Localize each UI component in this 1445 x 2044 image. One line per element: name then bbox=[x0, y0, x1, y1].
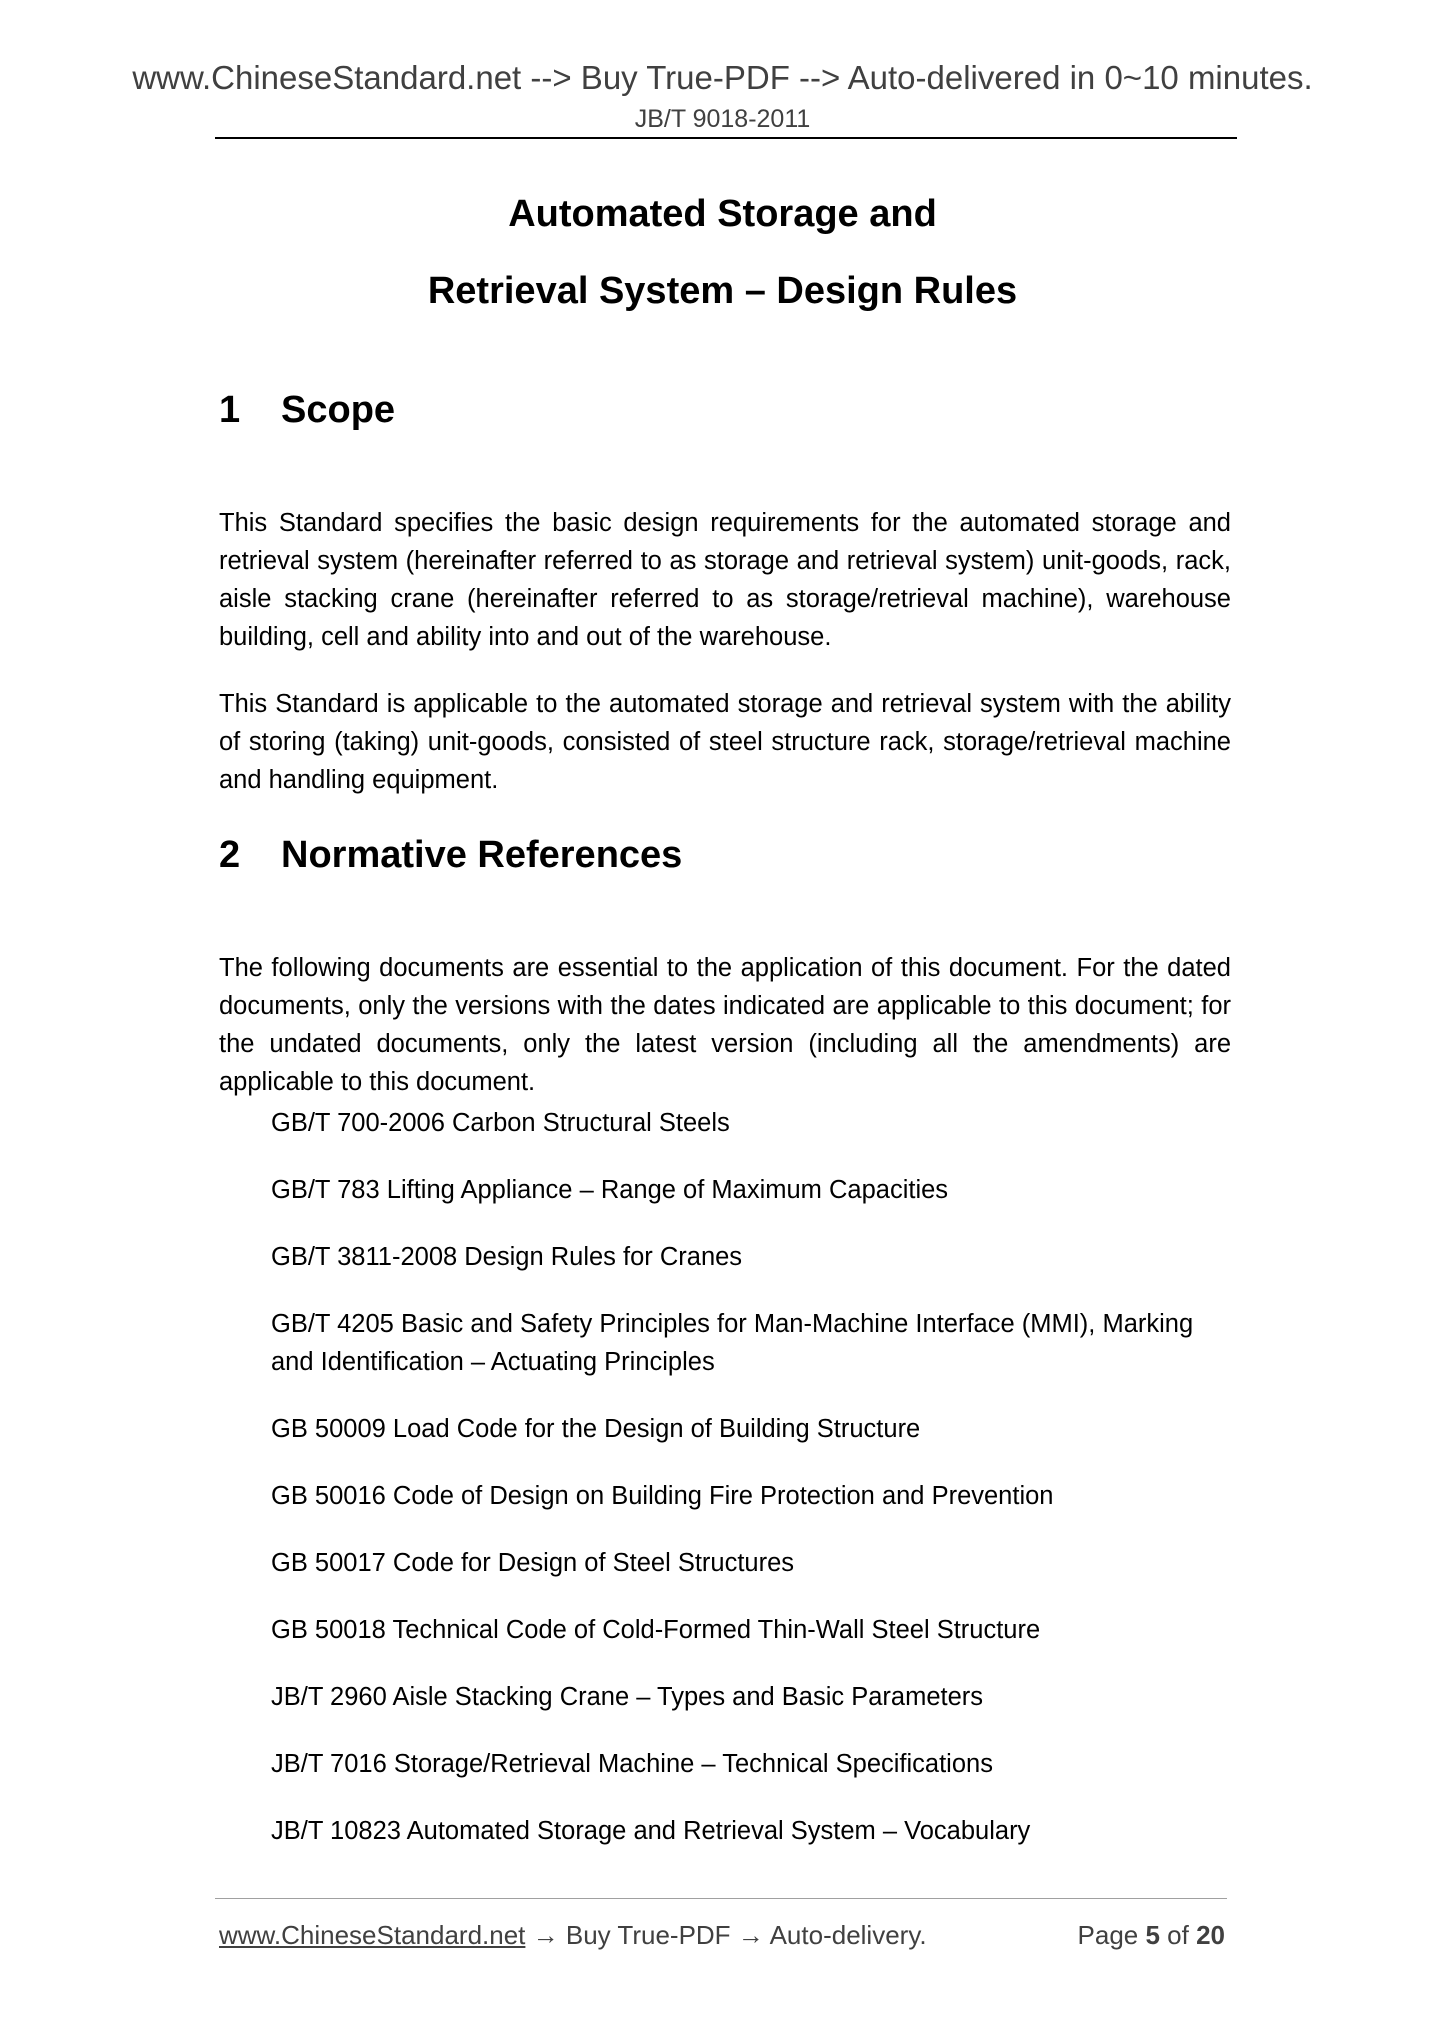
page-of: of bbox=[1159, 1920, 1197, 1950]
header-divider bbox=[215, 137, 1237, 139]
section-heading-normative-references bbox=[219, 832, 682, 878]
reference-item: JB/T 2960 Aisle Stacking Crane – Types and Basic Parameters bbox=[271, 1683, 984, 1711]
scope-paragraph-1: This Standard specifies the basic design requirements for the automated storage and retrieval system (hereinafter referred to as storage and retrieval system) unit-goods, rack, aisle stacking crane (hereinafter referred to as storage/retrieval machine), warehouse building, cell and ability into and out of the warehouse. bbox=[219, 508, 1231, 651]
reference-item: GB 50016 Code of Design on Building Fire Protection and Prevention bbox=[271, 1482, 1054, 1510]
header-doc-id: JB/T 9018-2011 bbox=[634, 105, 811, 133]
page-total: 20 bbox=[1196, 1920, 1225, 1950]
document-title-line-1: Automated Storage and bbox=[508, 193, 937, 235]
reference-item: GB 50018 Technical Code of Cold-Formed Thin-Wall Steel Structure bbox=[271, 1616, 1041, 1644]
footer-buy-text: → Buy True-PDF bbox=[525, 1920, 738, 1950]
references-intro-paragraph: The following documents are essential to the application of this document. For the dated documents, only the versions with the dates indicated are applicable to this document; for the undated documents, only the latest version (including all the amendments) are applicable to this document. bbox=[219, 953, 1231, 1096]
footer-delivery-text: → Auto-delivery. bbox=[737, 1920, 927, 1950]
reference-item: GB/T 3811-2008 Design Rules for Cranes bbox=[271, 1243, 743, 1271]
reference-list bbox=[271, 1104, 1231, 1879]
section-number: 2 bbox=[219, 834, 241, 876]
reference-item: JB/T 7016 Storage/Retrieval Machine – Technical Specifications bbox=[271, 1750, 993, 1778]
reference-item: GB/T 4205 Basic and Safety Principles for Man-Machine Interface (MMI), Marking and Identification – Actuating Principles bbox=[271, 1310, 1194, 1376]
page-current: 5 bbox=[1145, 1920, 1160, 1950]
document-title-line-2: Retrieval System – Design Rules bbox=[427, 270, 1018, 312]
footer-promo bbox=[219, 1918, 927, 1952]
header-banner: www.ChineseStandard.net --> Buy True-PDF --> Auto-delivered in 0~10 minutes. bbox=[132, 59, 1313, 96]
section-number: 1 bbox=[219, 389, 241, 431]
reference-item: GB 50009 Load Code for the Design of Building Structure bbox=[271, 1415, 921, 1443]
reference-item: JB/T 10823 Automated Storage and Retrieval System – Vocabulary bbox=[271, 1817, 1031, 1845]
section-title: Scope bbox=[281, 389, 396, 431]
footer-site-link[interactable]: www.ChineseStandard.net bbox=[219, 1920, 526, 1950]
section-title: Normative References bbox=[281, 834, 683, 876]
reference-item: GB/T 700-2006 Carbon Structural Steels bbox=[271, 1109, 730, 1137]
reference-item: GB/T 783 Lifting Appliance – Range of Maximum Capacities bbox=[271, 1176, 949, 1204]
footer-divider bbox=[215, 1898, 1227, 1899]
page-label: Page bbox=[1077, 1920, 1146, 1950]
section-heading-scope bbox=[219, 387, 395, 433]
reference-item: GB 50017 Code for Design of Steel Structures bbox=[271, 1549, 795, 1577]
scope-paragraph-2: This Standard is applicable to the automated storage and retrieval system with the ability of storing (taking) unit-goods, consisted of steel structure rack, storage/retrieval machine and handling equipment. bbox=[219, 689, 1231, 794]
page-number bbox=[1078, 1918, 1225, 1952]
